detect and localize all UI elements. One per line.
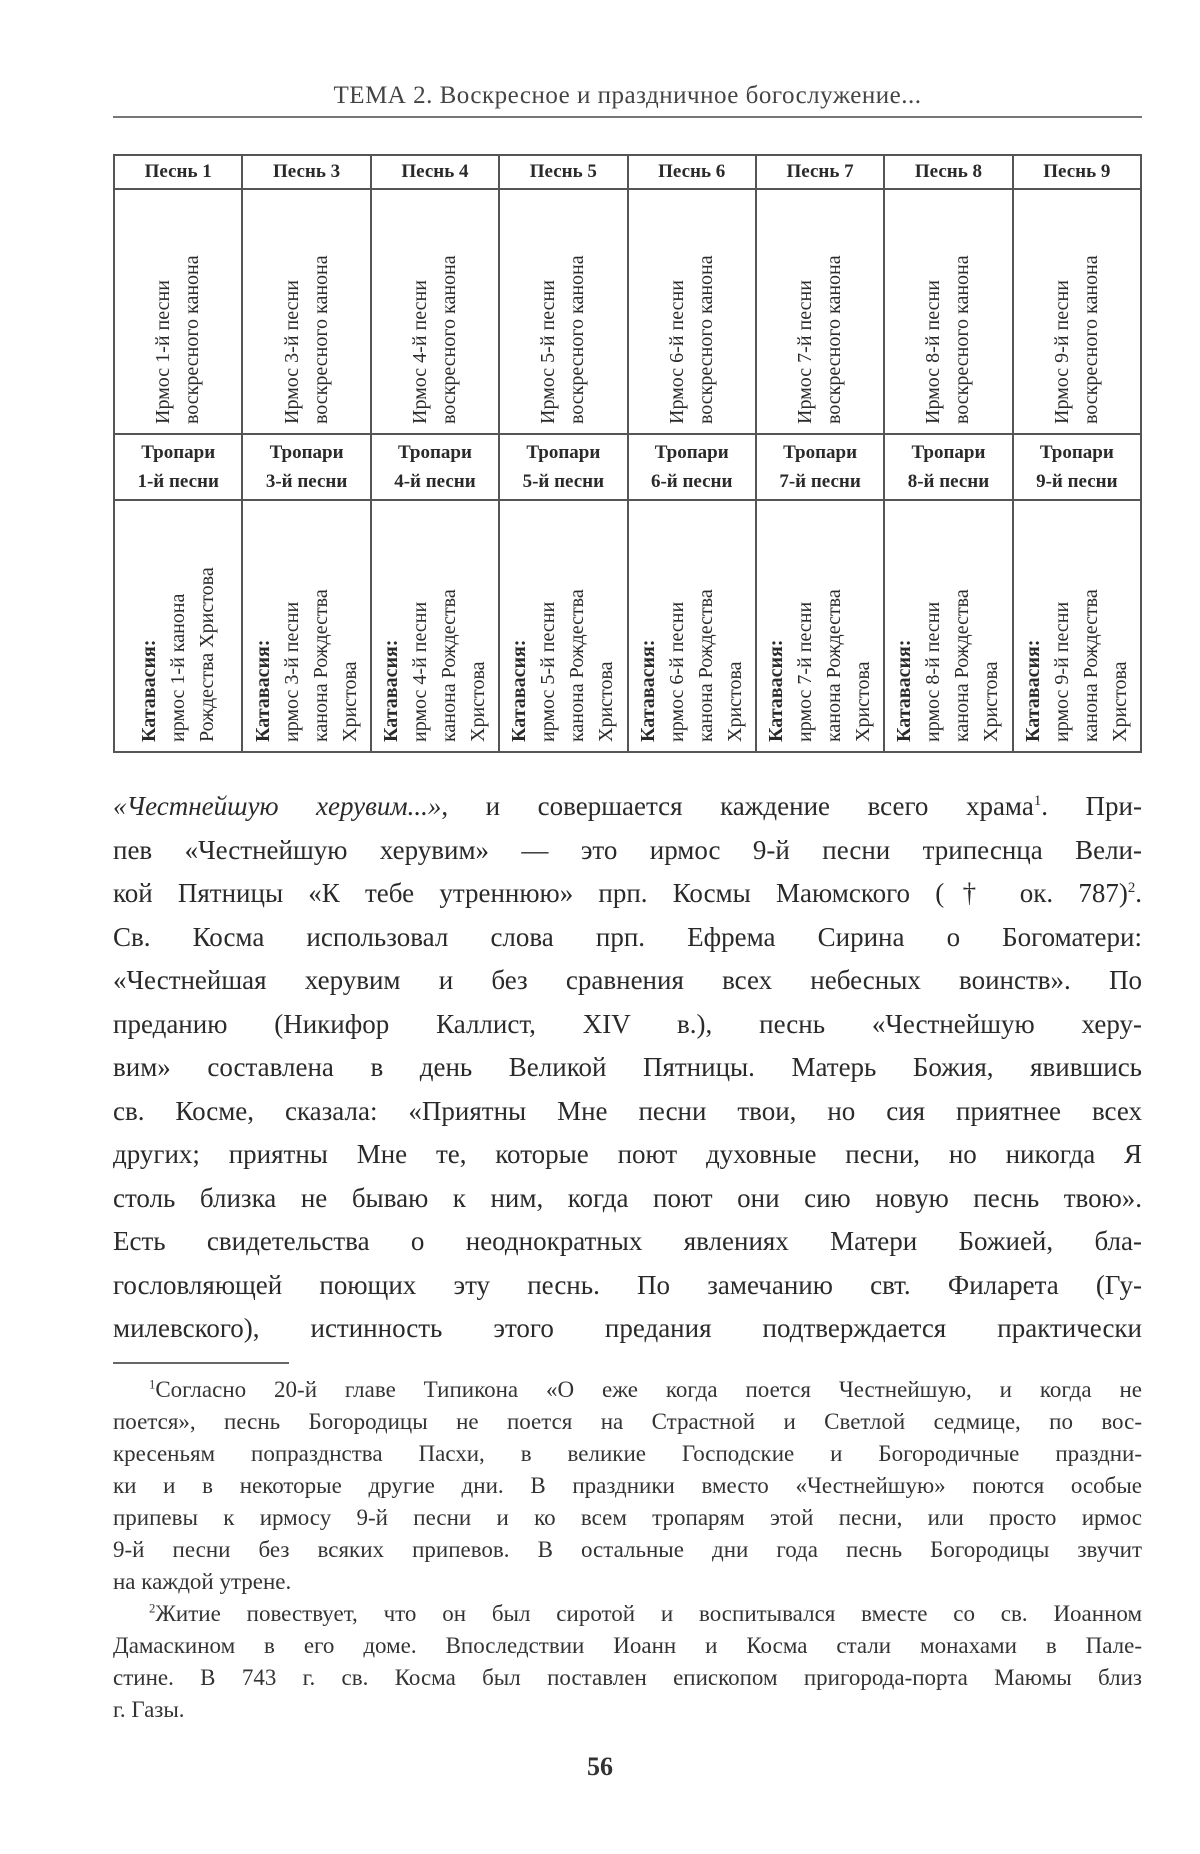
footnote-ref: 1 bbox=[1033, 793, 1042, 809]
table-header-cell: Песнь 1 bbox=[114, 155, 242, 189]
cell-line: канона Рождества bbox=[309, 588, 332, 742]
vertical-text bbox=[890, 506, 1006, 742]
footnote-line bbox=[113, 1406, 1142, 1438]
cell-line: Христова bbox=[1108, 660, 1131, 742]
table-header-cell: Песнь 4 bbox=[371, 155, 499, 189]
tropari-row bbox=[114, 434, 1141, 500]
text: поется», песнь Богородицы не поется на Страстной и Светлой седмице, по вос- bbox=[113, 1409, 1142, 1434]
canon-table bbox=[113, 154, 1142, 753]
cell-line: 6-й песни bbox=[650, 471, 733, 492]
footnote-ref: 2 bbox=[1127, 880, 1136, 896]
text: Житие повествует, что он был сиротой и воспитывался вместе со св. Иоанном bbox=[155, 1601, 1142, 1626]
vertical-text bbox=[135, 506, 222, 742]
cell-line: Христова bbox=[852, 660, 875, 742]
text: Дамаскином в его доме. Впоследствии Иоанн и Косма стали монахами в Пале- bbox=[113, 1633, 1142, 1658]
tropari-cell bbox=[628, 434, 756, 500]
tropari-cell bbox=[756, 434, 884, 500]
irmos-cell bbox=[884, 189, 1012, 434]
footnote-line bbox=[113, 1566, 1142, 1598]
cell-line: Ирмос 8-й песни bbox=[922, 280, 945, 424]
vertical-text bbox=[919, 194, 977, 424]
cell-line: 4-й песни bbox=[394, 471, 476, 492]
body-text bbox=[113, 785, 1142, 1351]
footnote-line bbox=[113, 1662, 1142, 1694]
table-header-cell: Песнь 7 bbox=[756, 155, 884, 189]
vertical-text bbox=[534, 194, 592, 424]
cell-line: канона Рождества bbox=[951, 588, 974, 742]
tropari-cell bbox=[1013, 434, 1141, 500]
cell-line: 5-й песни bbox=[522, 471, 605, 492]
text: . bbox=[1135, 878, 1142, 908]
table-header-row bbox=[114, 155, 1141, 189]
cell-line: воскресного канона bbox=[309, 255, 332, 424]
cell-line: воскресного канона bbox=[823, 255, 846, 424]
katavasia-row bbox=[114, 500, 1141, 752]
tropari-cell bbox=[242, 434, 370, 500]
cell-line: Тропари bbox=[397, 442, 472, 463]
body-line: других; приятны Мне те, которые поют духовные песни, но никогда Я bbox=[113, 1139, 1142, 1169]
irmos-cell bbox=[242, 189, 370, 434]
body-lines bbox=[113, 916, 1142, 1351]
vertical-text bbox=[249, 506, 365, 742]
footnote-line bbox=[113, 1470, 1142, 1502]
vertical-text bbox=[278, 194, 336, 424]
text: , и совершается каждение всего храма bbox=[441, 791, 1034, 821]
footnote-line bbox=[113, 1694, 1142, 1726]
cell-line: канона Рождества bbox=[566, 588, 589, 742]
cell-line: Ирмос 7-й песни bbox=[794, 280, 817, 424]
vertical-text bbox=[663, 194, 721, 424]
footnote-line bbox=[113, 1534, 1142, 1566]
vertical-text bbox=[406, 194, 464, 424]
katavasia-cell bbox=[114, 500, 242, 752]
cell-line: воскресного канона bbox=[951, 255, 974, 424]
cell-line: Рождества Христова bbox=[195, 566, 218, 742]
cell-line: канона Рождества bbox=[1079, 588, 1102, 742]
table-header-cell: Песнь 9 bbox=[1013, 155, 1141, 189]
cell-line: ирмос 1-й канона bbox=[166, 593, 189, 742]
text: г. Газы. bbox=[113, 1697, 185, 1722]
cell-line: Христова bbox=[595, 660, 618, 742]
footnote-rule bbox=[113, 1362, 289, 1364]
cell-line: ирмос 8-й песни bbox=[922, 601, 945, 742]
body-line: «Честнейшая херувим и без сравнения всех небесных воинств». По bbox=[113, 965, 1142, 995]
cell-line: Тропари bbox=[526, 442, 601, 463]
cell-line: 9-й песни bbox=[1036, 471, 1118, 492]
katavasia-label: Катавасия: bbox=[765, 639, 788, 742]
cell-line: Христова bbox=[466, 660, 489, 742]
katavasia-cell bbox=[499, 500, 627, 752]
footnotes bbox=[113, 1374, 1142, 1726]
body-line: св. Косме, сказала: «Приятны Мне песни твои, но сия приятнее всех bbox=[113, 1095, 1142, 1126]
tropari-cell bbox=[371, 434, 499, 500]
cell-line: воскресного канона bbox=[694, 255, 717, 424]
text: 9-й песни без всяких припевов. В остальные дни года песнь Богородицы звучит bbox=[113, 1537, 1142, 1562]
body-line: милевского), истинность этого предания подтверждается практически bbox=[113, 1313, 1142, 1343]
irmos-cell bbox=[371, 189, 499, 434]
cell-line: воскресного канона bbox=[437, 255, 460, 424]
katavasia-label: Катавасия: bbox=[508, 639, 531, 742]
irmos-cell bbox=[1013, 189, 1141, 434]
cell-line: ирмос 4-й песни bbox=[408, 601, 431, 742]
text: стине. В 743 г. св. Косма был поставлен епископом пригорода-порта Маюмы близ bbox=[113, 1665, 1142, 1690]
tropari-cell bbox=[884, 434, 1012, 500]
body-line: пев «Честнейшую херувим» — это ирмос 9-й песни трипеснца Вели- bbox=[113, 834, 1142, 865]
cell-line: ирмос 9-й песни bbox=[1050, 601, 1073, 742]
cell-line: воскресного канона bbox=[181, 255, 204, 424]
katavasia-label: Катавасия: bbox=[137, 639, 160, 742]
footnote-line bbox=[113, 1374, 1142, 1406]
body-line: столь близка не бываю к ним, когда поют они сию новую песнь твою». bbox=[113, 1182, 1142, 1213]
body-line bbox=[113, 872, 1142, 916]
katavasia-cell bbox=[371, 500, 499, 752]
table-header-cell: Песнь 3 bbox=[242, 155, 370, 189]
body-line: гословляющей поющих эту песнь. По замечанию свт. Филарета (Гу- bbox=[113, 1269, 1142, 1300]
katavasia-cell bbox=[242, 500, 370, 752]
cell-line: воскресного канона bbox=[566, 255, 589, 424]
cell-line: Христова bbox=[338, 660, 361, 742]
cell-line: ирмос 5-й песни bbox=[537, 601, 560, 742]
italic-quote: «Честнейшую херувим...» bbox=[113, 791, 442, 821]
vertical-text bbox=[634, 506, 750, 742]
cell-line: Тропари bbox=[141, 442, 216, 463]
body-line: Св. Косма использовал слова прп. Ефрема Сирина о Богоматери: bbox=[113, 921, 1142, 952]
text: припевы к ирмосу 9-й песни и ко всем тропарям этой песни, или просто ирмос bbox=[113, 1505, 1142, 1530]
cell-line: Христова bbox=[980, 660, 1003, 742]
footnote-line bbox=[113, 1502, 1142, 1534]
katavasia-label: Катавасия: bbox=[1021, 639, 1044, 742]
table-header-cell: Песнь 8 bbox=[884, 155, 1012, 189]
body-line: преданию (Никифор Каллист, XIV в.), песнь «Честнейшую херу- bbox=[113, 1008, 1142, 1039]
cell-line: канона Рождества bbox=[694, 588, 717, 742]
table-header-cell: Песнь 5 bbox=[499, 155, 627, 189]
cell-line: Тропари bbox=[1039, 442, 1114, 463]
cell-line: Христова bbox=[723, 660, 746, 742]
footnote-line bbox=[113, 1438, 1142, 1470]
cell-line: 1-й песни bbox=[137, 471, 219, 492]
katavasia-label: Катавасия: bbox=[893, 639, 916, 742]
body-line: вим» составлена в день Великой Пятницы. Матерь Божия, явившись bbox=[113, 1052, 1142, 1082]
text: ки и в некоторые другие дни. В праздники вместо «Честнейшую» поются особые bbox=[113, 1473, 1142, 1498]
katavasia-label: Катавасия: bbox=[379, 639, 402, 742]
cell-line: ирмос 7-й песни bbox=[794, 601, 817, 742]
cell-line: Тропари bbox=[783, 442, 858, 463]
footnote-mark: 1 bbox=[149, 1377, 156, 1392]
cell-line: ирмос 3-й песни bbox=[280, 601, 303, 742]
cell-line: Ирмос 6-й песни bbox=[665, 280, 688, 424]
header-rule bbox=[113, 116, 1142, 118]
vertical-text bbox=[1048, 194, 1106, 424]
text: . При- bbox=[1041, 791, 1142, 821]
footnote-mark: 2 bbox=[149, 1601, 156, 1616]
cell-line: Ирмос 1-й песни bbox=[152, 280, 175, 424]
cell-line: Тропари bbox=[269, 442, 344, 463]
footnote-line bbox=[113, 1598, 1142, 1630]
body-line bbox=[113, 785, 1142, 829]
katavasia-label: Катавасия: bbox=[636, 639, 659, 742]
katavasia-cell bbox=[628, 500, 756, 752]
cell-line: Тропари bbox=[911, 442, 986, 463]
katavasia-cell bbox=[1013, 500, 1141, 752]
cell-line: 8-й песни bbox=[907, 471, 990, 492]
vertical-text bbox=[1019, 506, 1135, 742]
irmos-cell bbox=[628, 189, 756, 434]
cell-line: Ирмос 5-й песни bbox=[537, 280, 560, 424]
cell-line: воскресного канона bbox=[1079, 255, 1102, 424]
table-header-cell: Песнь 6 bbox=[628, 155, 756, 189]
text: кой Пятницы «К тебе утреннюю» прп. Космы Маюмского († ок. 787) bbox=[113, 878, 1128, 908]
text: Согласно 20-й главе Типикона «О еже когда поется Честнейшую, и когда не bbox=[155, 1377, 1142, 1402]
cell-line: канона Рождества bbox=[437, 588, 460, 742]
cell-line: Ирмос 3-й песни bbox=[280, 280, 303, 424]
vertical-text bbox=[505, 506, 621, 742]
vertical-text bbox=[791, 194, 849, 424]
cell-line: Тропари bbox=[654, 442, 729, 463]
cell-line: Ирмос 4-й песни bbox=[408, 280, 431, 424]
katavasia-cell bbox=[884, 500, 1012, 752]
running-head: ТЕМА 2. Воскресное и праздничное богослужение... bbox=[333, 82, 922, 109]
cell-line: ирмос 6-й песни bbox=[665, 601, 688, 742]
cell-line: 7-й песни bbox=[779, 471, 861, 492]
irmos-cell bbox=[756, 189, 884, 434]
katavasia-label: Катавасия: bbox=[251, 639, 274, 742]
body-line: Есть свидетельства о неоднократных явлениях Матери Божией, бла- bbox=[113, 1226, 1142, 1256]
cell-line: Ирмос 9-й песни bbox=[1050, 280, 1073, 424]
cell-line: 3-й песни bbox=[265, 471, 348, 492]
irmos-cell bbox=[114, 189, 242, 434]
tropari-cell bbox=[499, 434, 627, 500]
vertical-text bbox=[762, 506, 878, 742]
vertical-text bbox=[377, 506, 493, 742]
text: кресеньям попразднства Пасхи, в великие Господские и Богородичные праздни- bbox=[113, 1441, 1142, 1466]
vertical-text bbox=[149, 194, 207, 424]
footnote-line bbox=[113, 1630, 1142, 1662]
katavasia-cell bbox=[756, 500, 884, 752]
text: на каждой утрене. bbox=[113, 1569, 292, 1594]
irmos-row bbox=[114, 189, 1141, 434]
page-number: 56 bbox=[587, 1752, 613, 1781]
cell-line: канона Рождества bbox=[823, 588, 846, 742]
tropari-cell bbox=[114, 434, 242, 500]
irmos-cell bbox=[499, 189, 627, 434]
